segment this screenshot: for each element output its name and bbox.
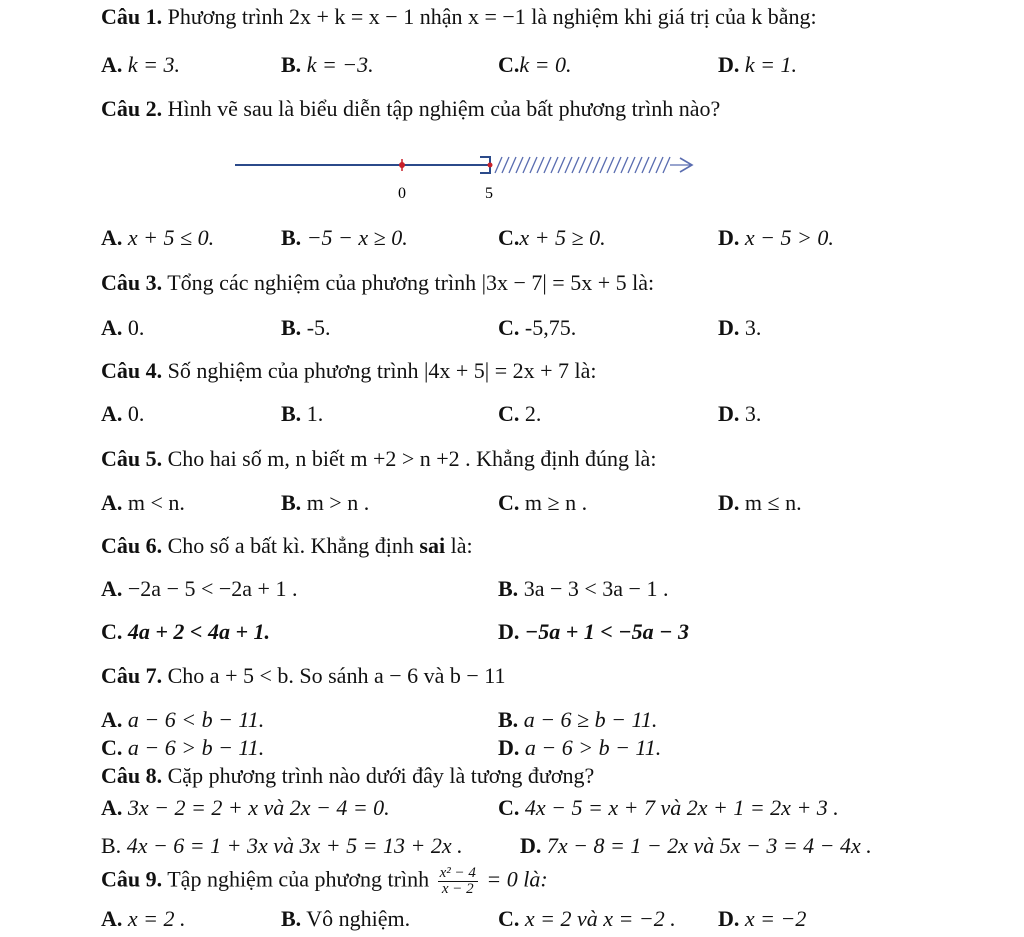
option-key: C. xyxy=(498,906,520,931)
option-key: A. xyxy=(101,315,123,340)
q4-option-a[interactable] xyxy=(101,401,144,427)
option-key: D. xyxy=(718,906,740,931)
question-2-text xyxy=(101,96,720,122)
question-7-label: Câu 7. xyxy=(101,663,163,688)
option-key: A. xyxy=(101,52,123,77)
q4-option-d[interactable] xyxy=(718,401,761,427)
option-text: k = 1. xyxy=(744,52,798,77)
question-1-stem: Phương trình 2x + k = x − 1 nhận x = −1 là nghiệm khi giá trị của k bằng: xyxy=(167,4,817,29)
q6-option-b[interactable] xyxy=(498,576,668,602)
option-key: A. xyxy=(101,401,123,426)
q4-option-c[interactable] xyxy=(498,401,541,427)
option-key: D. xyxy=(498,619,520,644)
option-text: m > n . xyxy=(306,490,370,515)
option-key: A. xyxy=(101,225,123,250)
question-5-label: Câu 5. xyxy=(101,446,163,471)
option-text: k = 3. xyxy=(127,52,181,77)
question-6-text xyxy=(101,533,473,559)
option-key: A. xyxy=(101,576,123,601)
option-text: −5a + 1 < −5a − 3 xyxy=(524,619,689,644)
option-text: 7x − 8 = 1 − 2x và 5x − 3 = 4 − 4x . xyxy=(546,833,872,858)
option-key: D. xyxy=(718,401,740,426)
option-text: −2a − 5 < −2a + 1 . xyxy=(127,576,298,601)
option-key: C. xyxy=(498,315,520,340)
option-text: 3x − 2 = 2 + x và 2x − 4 = 0. xyxy=(127,795,390,820)
question-1-label: Câu 1. xyxy=(101,4,163,29)
option-text: Vô nghiệm. xyxy=(306,906,411,931)
option-key: A. xyxy=(101,707,123,732)
q5-option-d[interactable] xyxy=(718,490,802,516)
q8-option-d[interactable] xyxy=(520,833,872,859)
option-key: C. xyxy=(101,735,123,760)
q1-option-b[interactable] xyxy=(281,52,374,78)
q7-option-b[interactable] xyxy=(498,707,657,733)
q1-option-d[interactable] xyxy=(718,52,797,78)
q3-option-d[interactable] xyxy=(718,315,761,341)
option-key: C. xyxy=(498,795,520,820)
fraction-denominator: x − 2 xyxy=(441,881,474,897)
q7-option-c[interactable] xyxy=(101,735,264,761)
q9-option-c[interactable] xyxy=(498,906,676,932)
question-3-stem: Tổng các nghiệm của phương trình |3x − 7| = 5x + 5 là: xyxy=(167,270,655,295)
option-text: 1. xyxy=(306,401,324,426)
q8-option-b[interactable] xyxy=(101,833,463,859)
q1-option-a[interactable] xyxy=(101,52,180,78)
option-text: x + 5 ≥ 0. xyxy=(519,225,606,250)
option-key: A. xyxy=(101,906,123,931)
option-key: B. xyxy=(281,52,302,77)
q3-option-b[interactable] xyxy=(281,315,331,341)
option-key: D. xyxy=(520,833,542,858)
option-key: B. xyxy=(281,490,302,515)
option-key: B. xyxy=(498,576,519,601)
option-key: B. xyxy=(281,315,302,340)
option-text: a − 6 > b − 11. xyxy=(127,735,265,760)
option-text: k = 0. xyxy=(519,52,572,77)
option-key: C. xyxy=(498,225,520,250)
q7-option-d[interactable] xyxy=(498,735,661,761)
q5-option-c[interactable] xyxy=(498,490,587,516)
q5-option-a[interactable] xyxy=(101,490,185,516)
option-key: C. xyxy=(498,490,520,515)
q9-option-d[interactable] xyxy=(718,906,806,932)
option-text: 4a + 2 < 4a + 1. xyxy=(127,619,270,644)
q6-option-c[interactable] xyxy=(101,619,270,645)
question-4-stem: Số nghiệm của phương trình |4x + 5| = 2x + 7 là: xyxy=(167,358,597,383)
q9-option-b[interactable] xyxy=(281,906,410,932)
option-text: a − 6 ≥ b − 11. xyxy=(523,707,658,732)
option-text: a − 6 < b − 11. xyxy=(127,707,265,732)
tick-label-5: 5 xyxy=(485,185,493,202)
question-4-text xyxy=(101,358,597,384)
option-key: B. xyxy=(281,401,302,426)
number-line-figure xyxy=(230,145,710,210)
q8-option-c[interactable] xyxy=(498,795,839,821)
option-text: x = 2 . xyxy=(127,906,186,931)
q2-option-c[interactable] xyxy=(498,225,606,251)
option-key: C. xyxy=(498,401,520,426)
q3-option-c[interactable] xyxy=(498,315,576,341)
question-6-stem: Cho số a bất kì. Khẳng định xyxy=(167,533,414,558)
question-1-text xyxy=(101,4,817,30)
option-key: D. xyxy=(718,225,740,250)
q6-option-a[interactable] xyxy=(101,576,297,602)
option-key: C. xyxy=(101,619,123,644)
option-text: x = −2 xyxy=(744,906,807,931)
option-text: 4x − 6 = 1 + 3x và 3x + 5 = 13 + 2x . xyxy=(126,833,463,858)
option-text: a − 6 > b − 11. xyxy=(524,735,662,760)
option-text: m < n. xyxy=(127,490,185,515)
option-text: -5. xyxy=(306,315,331,340)
q7-option-a[interactable] xyxy=(101,707,264,733)
option-key: B. xyxy=(281,906,302,931)
option-key: D. xyxy=(718,315,740,340)
fraction xyxy=(438,866,478,897)
option-text: k = −3. xyxy=(306,52,374,77)
option-key: A. xyxy=(101,490,123,515)
question-7-text xyxy=(101,663,505,689)
option-text: 3. xyxy=(744,315,762,340)
question-9-label: Câu 9. xyxy=(101,866,163,892)
question-4-label: Câu 4. xyxy=(101,358,163,383)
question-6-stem-end: là: xyxy=(450,533,473,558)
option-text: 2. xyxy=(524,401,542,426)
option-key: B. xyxy=(281,225,302,250)
q5-option-b[interactable] xyxy=(281,490,369,516)
option-text: 0. xyxy=(127,315,145,340)
option-text: 3a − 3 < 3a − 1 . xyxy=(523,576,669,601)
question-8-text xyxy=(101,763,594,789)
q1-option-c[interactable] xyxy=(498,52,572,78)
option-text: -5,75. xyxy=(524,315,577,340)
option-key: D. xyxy=(498,735,520,760)
question-9-text xyxy=(101,866,548,897)
option-key: B. xyxy=(498,707,519,732)
option-text: 0. xyxy=(127,401,145,426)
shaded-region xyxy=(495,157,670,173)
option-text: x − 5 > 0. xyxy=(744,225,834,250)
q9-option-a[interactable] xyxy=(101,906,186,932)
q2-option-a[interactable] xyxy=(101,225,214,251)
question-8-stem: Cặp phương trình nào dưới đây là tương đương? xyxy=(167,763,595,788)
q6-option-d[interactable] xyxy=(498,619,689,645)
q8-option-a[interactable] xyxy=(101,795,390,821)
question-9-stem: Tập nghiệm của phương trình xyxy=(167,866,430,892)
q2-option-d[interactable] xyxy=(718,225,834,251)
option-key: D. xyxy=(718,490,740,515)
question-5-stem: Cho hai số m, n biết m +2 > n +2 . Khẳng định đúng là: xyxy=(167,446,657,471)
question-2-label: Câu 2. xyxy=(101,96,163,121)
question-6-emphasis: sai xyxy=(419,533,446,558)
option-text: m ≤ n. xyxy=(744,490,802,515)
option-text: 4x − 5 = x + 7 và 2x + 1 = 2x + 3 . xyxy=(524,795,839,820)
q4-option-b[interactable] xyxy=(281,401,323,427)
question-3-text xyxy=(101,270,654,296)
question-5-text xyxy=(101,446,656,472)
question-2-stem: Hình vẽ sau là biểu diễn tập nghiệm của bất phương trình nào? xyxy=(167,96,721,121)
option-text: m ≥ n . xyxy=(524,490,588,515)
option-text: −5 − x ≥ 0. xyxy=(306,225,408,250)
question-8-label: Câu 8. xyxy=(101,763,163,788)
option-key: B. xyxy=(101,833,122,858)
tick-label-0: 0 xyxy=(398,185,406,202)
question-3-label: Câu 3. xyxy=(101,270,163,295)
question-6-label: Câu 6. xyxy=(101,533,163,558)
option-key: A. xyxy=(101,795,123,820)
fraction-numerator: x² − 4 xyxy=(439,865,476,881)
option-text: x + 5 ≤ 0. xyxy=(127,225,215,250)
question-7-stem: Cho a + 5 < b. So sánh a − 6 và b − 11 xyxy=(167,663,506,688)
question-9-stem-end: = 0 là: xyxy=(486,866,548,892)
q3-option-a[interactable] xyxy=(101,315,144,341)
option-text: 3. xyxy=(744,401,762,426)
option-key: C. xyxy=(498,52,520,77)
q2-option-b[interactable] xyxy=(281,225,408,251)
option-text: x = 2 và x = −2 . xyxy=(524,906,676,931)
option-key: D. xyxy=(718,52,740,77)
